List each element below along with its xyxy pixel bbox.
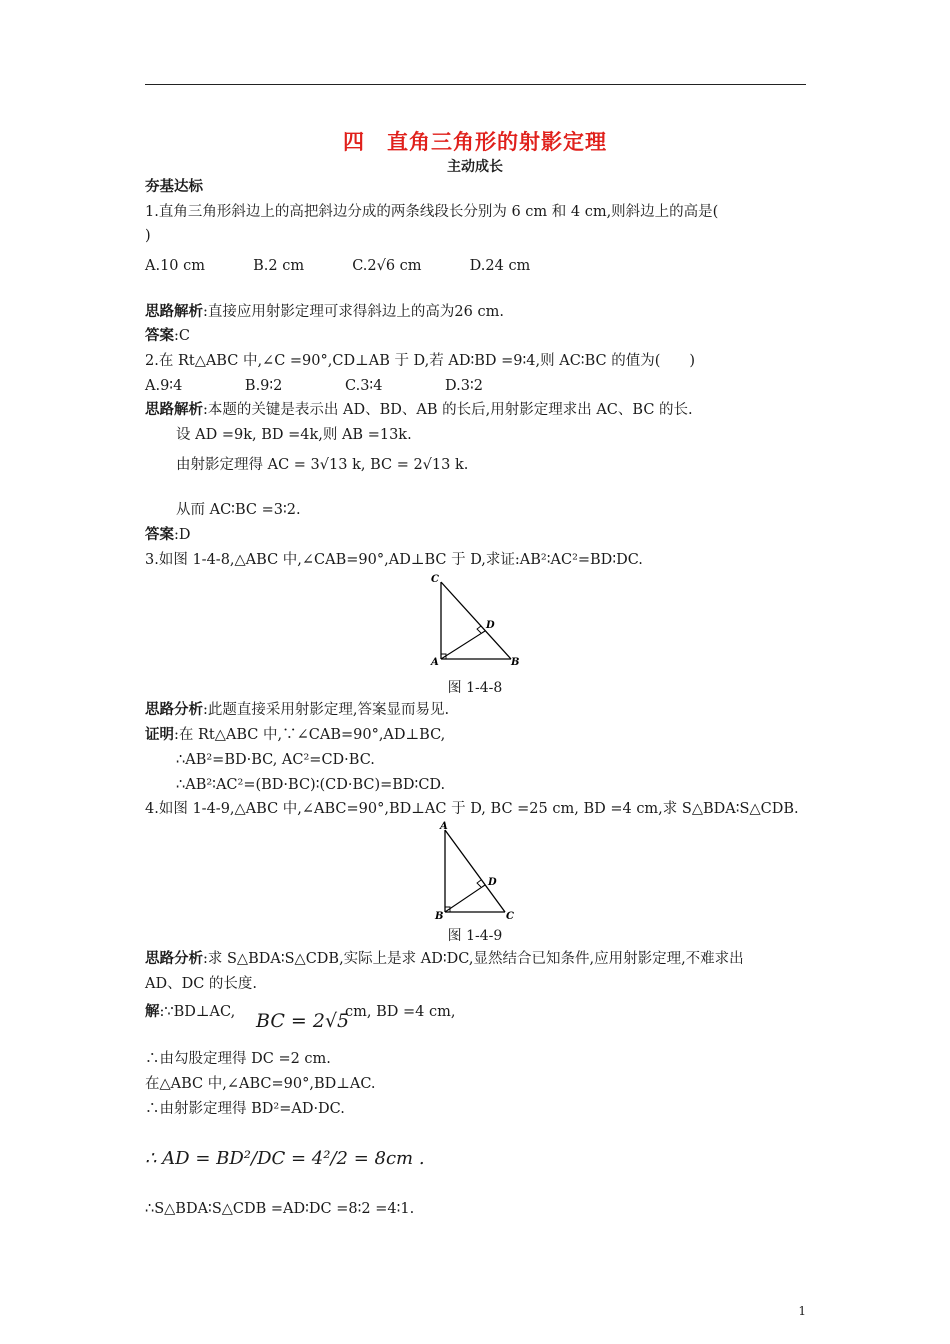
label-c: C [506, 911, 514, 922]
q4-solution-tail: cm, BD =4 cm, [345, 1004, 456, 1020]
text: :∵BD⊥AC, [159, 1004, 236, 1020]
header-rule [145, 84, 806, 85]
text: :在 Rt△ABC 中,∵∠CAB=90°,AD⊥BC, [174, 727, 446, 743]
q1-stem: 1.直角三角形斜边上的高把斜边分成的两条线段长分别为 6 cm 和 4 cm,则斜边上的高是( [145, 204, 719, 220]
text: :此题直接采用射影定理,答案显而易见. [203, 702, 450, 718]
label: 思路分析 [145, 951, 203, 967]
q3-analysis [145, 701, 449, 719]
figure-1-caption: 图 1-4-8 [447, 680, 503, 696]
page-number: 1 [798, 1304, 806, 1318]
q1-options: A.10 cm B.2 cm C.2√6 cm D.24 cm [145, 258, 531, 274]
q1-answer [145, 327, 190, 345]
text: :C [174, 328, 190, 344]
label-a: A [440, 821, 448, 832]
label-d: D [486, 620, 495, 631]
q2-analysis [145, 401, 693, 419]
q1-analysis [145, 303, 504, 321]
label-b: B [511, 657, 520, 668]
text: :D [174, 527, 191, 543]
q4-solution [145, 1003, 235, 1021]
label: 证明 [145, 727, 174, 743]
label: 思路分析 [145, 702, 203, 718]
label: 思路解析 [145, 402, 203, 418]
q4-step2: 在△ABC 中,∠ABC=90°,BD⊥AC. [145, 1076, 376, 1092]
label: 答案 [145, 527, 174, 543]
label-d: D [488, 877, 497, 888]
page-subtitle: 主动成长 [447, 159, 503, 175]
figure-2-caption: 图 1-4-9 [447, 928, 503, 944]
figure-1-4-9 [428, 818, 528, 922]
q3-step2: ∴AB²∶AC²=(BD·BC)∶(CD·BC)=BD∶CD. [176, 777, 446, 793]
q3-stem: 3.如图 1-4-8,△ABC 中,∠CAB=90°,AD⊥BC 于 D,求证:AB²∶AC²=BD∶DC. [145, 552, 643, 568]
q4-conclusion: ∴S△BDA∶S△CDB =AD∶DC =8∶2 =4∶1. [145, 1201, 415, 1217]
q2-step2: 由射影定理得 AC = 3√13 k, BC = 2√13 k. [176, 457, 469, 473]
section-heading: 夯基达标 [145, 179, 203, 195]
text: :本题的关键是表示出 AD、BD、AB 的长后,用射影定理求出 AC、BC 的长. [203, 402, 693, 418]
q3-proof [145, 726, 445, 744]
label: 解 [145, 1004, 160, 1020]
q4-step1: ∴由勾股定理得 DC =2 cm. [145, 1051, 331, 1067]
label: 答案 [145, 328, 174, 344]
q2-options: A.9∶4 B.9∶2 C.3∶4 D.3∶2 [145, 378, 483, 394]
q2-answer [145, 526, 191, 544]
label-b: B [435, 911, 444, 922]
page-title: 四 直角三角形的射影定理 [343, 130, 607, 154]
q4-analysis-cont: AD、DC 的长度. [145, 976, 258, 992]
label-a: A [431, 657, 439, 668]
label-c: C [431, 574, 439, 585]
q1-stem-end: ) [145, 228, 151, 244]
q4-stem: 4.如图 1-4-9,△ABC 中,∠ABC=90°,BD⊥AC 于 D, BC =25 cm, BD =4 cm,求 S△BDA∶S△CDB. [145, 801, 799, 817]
text: :求 S△BDA∶S△CDB,实际上是求 AD∶DC,显然结合已知条件,应用射影定理,不难求出 [203, 951, 744, 967]
q4-analysis [145, 950, 744, 968]
label: 思路解析 [145, 304, 203, 320]
text: :直接应用射影定理可求得斜边上的高为26 cm. [203, 304, 504, 320]
q2-step3: 从而 AC∶BC =3∶2. [176, 502, 301, 518]
figure-1-4-8 [425, 568, 525, 672]
q4-formula: ∴ AD = BD²/DC = 4²/2 = 8cm . [145, 1148, 425, 1169]
q2-stem: 2.在 Rt△ABC 中,∠C =90°,CD⊥AB 于 D,若 AD∶BD =9∶4,则 AC∶BC 的值为( ) [145, 353, 696, 369]
q4-step3: ∴由射影定理得 BD²=AD·DC. [145, 1101, 345, 1117]
q2-step1: 设 AD =9k, BD =4k,则 AB =13k. [176, 427, 412, 443]
q3-step1: ∴AB²=BD·BC, AC²=CD·BC. [176, 752, 375, 768]
bc-value: BC = 2√5 [256, 1010, 350, 1032]
